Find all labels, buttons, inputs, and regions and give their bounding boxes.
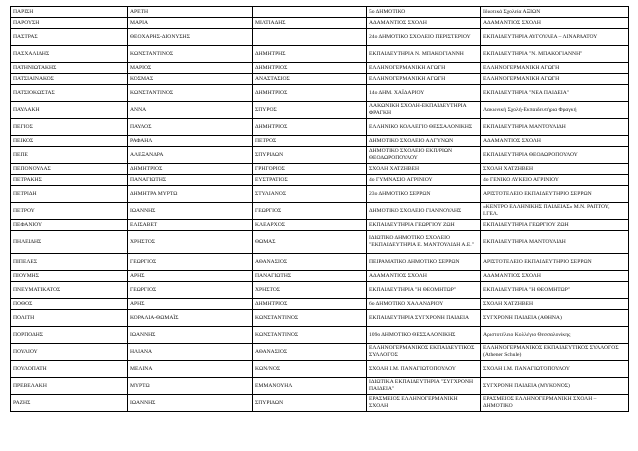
previous-school-cell: ΕΛΛΗΝΙΚΟ ΚΟΛΛΕΓΙΟ ΘΕΣΣΑΛΟΝΙΚΗΣ [367,119,481,136]
first-name-cell: ΘΕΟΧΑΡΗΣ-ΔΙΟΝΥΣΗΣ [128,29,253,46]
current-school-cell: 4ο ΓΕΝΙΚΟ ΛΥΚΕΙΟ ΑΓΡΙΝΙΟΥ [481,175,629,186]
previous-school-cell: ΕΛΛΗΝΟΓΕΡΜΑΝΙΚΗ ΑΓΩΓΗ [367,74,481,85]
current-school-cell: ΕΡΑΣΜΕΙΟΣ ΕΛΛΗΝΟΓΕΡΜΑΝΙΚΗ ΣΧΟΛΗ – ΔΗΜΟΤΙΚΟ [481,395,629,412]
father-name-cell: ΔΗΜΗΤΡΙΟΣ [253,85,367,102]
father-name-cell: ΚΩΝΣΤΑΝΤΙΝΟΣ [253,310,367,327]
previous-school-cell: 24ο ΔΗΜΟΤΙΚΟ ΣΧΟΛΕΙΟ ΠΕΡΙΣΤΕΡΙΟΥ [367,29,481,46]
first-name-cell: ΚΟΡΑΛΙΑ-ΘΩΜΑΪΣ [128,310,253,327]
surname-cell: ΠΕΤΡΟΥ [11,203,128,220]
surname-cell: ΠΕΠΕ [11,147,128,164]
table-row [11,271,629,282]
previous-school-cell: ΔΗΜΟΤΙΚΟ ΣΧΟΛΕΙΟ ΕΚΠ/ΡΙΩΝ ΘΕΟΔΩΡΟΠΟΥΛΟΥ [367,147,481,164]
first-name-cell: ΡΑΦΑΗΛ [128,136,253,147]
previous-school-cell: ΕΛΛΗΝΟΓΕΡΜΑΝΙΚΗ ΑΓΩΓΗ [367,63,481,74]
first-name-cell: ΙΩΑΝΝΗΣ [128,203,253,220]
father-name-cell: ΠΑΝΑΓΙΩΤΗΣ [253,271,367,282]
first-name-cell: ΜΑΡΙΑ [128,18,253,29]
father-name-cell: ΜΙΛΤΙΑΔΗΣ [253,18,367,29]
surname-cell: ΠΙΠΕΛΕΣ [11,254,128,271]
previous-school-cell: ΙΔΙΩΤΙΚΟ ΔΗΜΟΤΙΚΟ ΣΧΟΛΕΙΟ "ΕΚΠΑΙΔΕΥΤΗΡΙΑ Ε. ΜΑΝΤΟΥΛΙΔΗ Α.Ε." [367,231,481,254]
table-row [11,29,629,46]
previous-school-cell: 109ο ΔΗΜΟΤΙΚΟ ΘΕΣΣΑΛΟΝΙΚΗΣ [367,327,481,344]
father-name-cell: ΠΕΤΡΟΣ [253,136,367,147]
table-row [11,136,629,147]
father-name-cell: ΓΕΩΡΓΙΟΣ [253,203,367,220]
current-school-cell: ΑΡΙΣΤΟΤΕΛΕΙΟ ΕΚΠΑΙΔΕΥΤΗΡΙΟ ΣΕΡΡΩΝ [481,254,629,271]
first-name-cell: ΓΕΩΡΓΙΟΣ [128,282,253,299]
previous-school-cell: ΔΗΜΟΤΙΚΟ ΣΧΟΛΕΙΟ ΑΛΓΥΝΩΝ [367,136,481,147]
father-name-cell: ΓΡΗΓΟΡΙΟΣ [253,164,367,175]
previous-school-cell: ΣΧΟΛΗ ΧΑΤΖΗΒΕΗ [367,164,481,175]
previous-school-cell: 14ο ΔΗΜ. ΧΑΪΔΑΡΙΟΥ [367,85,481,102]
table-row [11,7,629,18]
previous-school-cell: ΙΔΙΩΤΙΚΑ ΕΚΠΑΙΔΕΥΤΗΡΙΑ "ΣΥΓΧΡΟΝΗ ΠΑΙΔΕΙΑ" [367,378,481,395]
father-name-cell: ΔΗΜΗΤΡΙΟΣ [253,119,367,136]
surname-cell: ΠΕΙΚΟΣ [11,136,128,147]
surname-cell: ΠΕΦΑΝΙΟΥ [11,220,128,231]
table-row [11,18,629,29]
first-name-cell: ΑΝΝΑ [128,102,253,119]
surname-cell: ΠΑΤΣΙΑΙΝΑΚΟΣ [11,74,128,85]
student-table-body [11,7,629,412]
surname-cell: ΠΑΡΙΣΗ [11,7,128,18]
current-school-cell: ΑΔΑΜΑΝΤΙΟΣ ΣΧΟΛΗ [481,18,629,29]
first-name-cell: ΙΩΑΝΝΗΣ [128,395,253,412]
previous-school-cell: ΕΚΠΑΙΔΕΥΤΗΡΙΑ "Η ΘΕΟΜΗΤΩΡ" [367,282,481,299]
current-school-cell: Αριστοτέλειο Κολλέγιο Θεσσαλονίκης [481,327,629,344]
current-school-cell: ΣΥΓΧΡΟΝΗ ΠΑΙΔΕΙΑ (ΜΥΚΟΝΟΣ) [481,378,629,395]
table-row [11,102,629,119]
table-row [11,254,629,271]
father-name-cell: ΑΘΑΝΑΣΙΟΣ [253,344,367,361]
surname-cell: ΠΕΠΟΝΟΥΛΑΣ [11,164,128,175]
current-school-cell: «ΚΕΝΤΡΟ ΕΛΛΗΝΙΚΗΣ ΠΑΙΔΕΙΑΣ» Μ.Ν. ΡΑΠΤΟΥ, Ι.ΓΕΛ. [481,203,629,220]
previous-school-cell: ΑΔΑΜΑΝΤΙΟΣ ΣΧΟΛΗ [367,18,481,29]
previous-school-cell: 6ο ΔΗΜΟΤΙΚΟ ΧΑΛΑΝΔΡΙΟΥ [367,299,481,310]
surname-cell: ΠΑΣΧΑΛΙΔΗΣ [11,46,128,63]
surname-cell: ΠΡΕΒΕΛΑΚΗ [11,378,128,395]
surname-cell: ΠΟΘΟΣ [11,299,128,310]
student-table [10,6,629,412]
first-name-cell: ΔΗΜΗΤΡΑ ΜΥΡΤΩ [128,186,253,203]
surname-cell: ΠΝΕΥΜΑΤΙΚΑΤΟΣ [11,282,128,299]
previous-school-cell: ΕΚΠΑΙΔΕΥΤΗΡΙΑ ΣΥΓΧΡΟΝΗ ΠΑΙΔΕΙΑ [367,310,481,327]
first-name-cell: ΑΛΕΞΑΝΔΡΑ [128,147,253,164]
first-name-cell: ΧΡΗΣΤΟΣ [128,231,253,254]
father-name-cell: ΣΠΥΡΟΣ [253,102,367,119]
surname-cell: ΠΑΡΟΥΣΗ [11,18,128,29]
father-name-cell [253,29,367,46]
surname-cell: ΡΑΖΗΣ [11,395,128,412]
father-name-cell: ΔΗΜΗΤΡΙΟΣ [253,299,367,310]
father-name-cell: ΑΝΑΣΤΑΣΙΟΣ [253,74,367,85]
previous-school-cell: ΕΚΠΑΙΔΕΥΤΗΡΙΑ ΓΕΩΡΓΙΟΥ ΖΩΗ [367,220,481,231]
father-name-cell: ΕΥΣΤΡΑΤΙΟΣ [253,175,367,186]
current-school-cell: ΣΥΓΧΡΟΝΗ ΠΑΙΔΕΙΑ (ΑΘΗΝΑ) [481,310,629,327]
previous-school-cell: ΛΑΚΩΝΙΚΗ ΣΧΟΛΗ-ΕΚΠΑΙΔΕΥΤΗΡΙΑ ΦΡΑΓΚΗ [367,102,481,119]
surname-cell: ΠΑΣΤΡΑΣ [11,29,128,46]
table-row [11,186,629,203]
first-name-cell: ΕΛΙΣΑΒΕΤ [128,220,253,231]
previous-school-cell: ΔΗΜΟΤΙΚΟ ΣΧΟΛΕΙΟ ΓΙΑΝΝΟΥΛΗΣ [367,203,481,220]
current-school-cell: ΕΚΠΑΙΔΕΥΤΗΡΙΑ ΘΕΟΔΩΡΟΠΟΥΛΟΥ [481,147,629,164]
surname-cell: ΠΕΓΙΟΣ [11,119,128,136]
father-name-cell: ΘΩΜΑΣ [253,231,367,254]
surname-cell: ΠΑΤΗΝΙΩΤΑΚΗΣ [11,63,128,74]
previous-school-cell: 23ο ΔΗΜΟΤΙΚΟ ΣΕΡΡΩΝ [367,186,481,203]
father-name-cell: ΔΗΜΗΤΡΙΟΣ [253,63,367,74]
previous-school-cell: ΕΛΛΗΝΟΓΕΡΜΑΝΙΚΟΣ ΕΚΠΑΙΔΕΥΤΙΚΟΣ ΣΥΛΛΟΓΟΣ [367,344,481,361]
current-school-cell: ΕΚΠΑΙΔΕΥΤΗΡΙΑ "Ν. ΜΠΑΚΟΓΙΑΝΝΗ" [481,46,629,63]
current-school-cell: ΣΧΟΛΗ ΧΑΤΖΗΒΕΗ [481,299,629,310]
first-name-cell: ΠΑΥΛΟΣ [128,119,253,136]
current-school-cell: ΣΧΟΛΗ Ι.Μ. ΠΑΝΑΓΙΩΤΟΠΟΥΛΟΥ [481,361,629,378]
table-row [11,299,629,310]
table-row [11,203,629,220]
table-row [11,164,629,175]
surname-cell: ΠΕΤΡΑΚΗΣ [11,175,128,186]
surname-cell: ΠΗΛΕΙΔΗΣ [11,231,128,254]
current-school-cell: ΕΚΠΑΙΔΕΥΤΗΡΙΑ ΑΥΓΟΥΛΕΑ – ΛΙΝΑΡΔΑΤΟΥ [481,29,629,46]
father-name-cell: ΔΗΜΗΤΡΗΣ [253,46,367,63]
surname-cell: ΠΙΟΥΜΗΣ [11,271,128,282]
first-name-cell: ΚΩΝΣΤΑΝΤΙΝΟΣ [128,46,253,63]
current-school-cell: ΕΚΠΑΙΔΕΥΤΗΡΙΑ ΜΑΝΤΟΥΛΙΔΗ [481,119,629,136]
first-name-cell: ΔΗΜΗΤΡΙΟΣ [128,164,253,175]
table-row [11,282,629,299]
table-row [11,147,629,164]
current-school-cell: ΣΧΟΛΗ ΧΑΤΖΗΒΕΗ [481,164,629,175]
surname-cell: ΠΟΡΠΟΔΗΣ [11,327,128,344]
father-name-cell: ΣΠΥΡΙΔΩΝ [253,395,367,412]
previous-school-cell: ΑΔΑΜΑΝΤΙΟΣ ΣΧΟΛΗ [367,271,481,282]
current-school-cell: ΑΔΑΜΑΝΤΙΟΣ ΣΧΟΛΗ [481,271,629,282]
table-row [11,220,629,231]
father-name-cell [253,7,367,18]
previous-school-cell: ΕΚΠΑΙΔΕΥΤΗΡΙΑ Ν. ΜΠΑΚΟΓΙΑΝΝΗ [367,46,481,63]
current-school-cell: ΕΛΛΗΝΟΓΕΡΜΑΝΙΚΗ ΑΓΩΓΗ [481,63,629,74]
table-row [11,85,629,102]
first-name-cell: ΑΡΗΣ [128,299,253,310]
first-name-cell: ΜΥΡΤΩ [128,378,253,395]
table-row [11,119,629,136]
current-school-cell: Λακωνική Σχολή-Εκπαιδευτήρια Φραγκή [481,102,629,119]
father-name-cell: ΚΩΝ/ΝΟΣ [253,361,367,378]
table-row [11,378,629,395]
first-name-cell: ΓΕΩΡΓΙΟΣ [128,254,253,271]
father-name-cell: ΣΤΥΛΙΑΝΟΣ [253,186,367,203]
current-school-cell: ΑΔΑΜΑΝΤΙΟΣ ΣΧΟΛΗ [481,136,629,147]
previous-school-cell: ΣΧΟΛΗ Ι.Μ. ΠΑΝΑΓΙΩΤΟΠΟΥΛΟΥ [367,361,481,378]
first-name-cell: ΚΩΝΣΤΑΝΤΙΝΟΣ [128,85,253,102]
previous-school-cell: 5ο ΔΗΜΟΤΙΚΟ [367,7,481,18]
table-row [11,63,629,74]
first-name-cell: ΜΕΛΙΝΑ [128,361,253,378]
previous-school-cell: ΠΕΙΡΑΜΑΤΙΚΟ ΔΗΜΟΤΙΚΟ ΣΕΡΡΩΝ [367,254,481,271]
table-row [11,175,629,186]
current-school-cell: ΕΚΠΑΙΔΕΥΤΗΡΙΑ ΓΕΩΡΓΙΟΥ ΖΩΗ [481,220,629,231]
table-row [11,46,629,63]
surname-cell: ΠΕΤΡΙΔΗ [11,186,128,203]
first-name-cell: ΜΑΡΙΟΣ [128,63,253,74]
surname-cell: ΠΑΤΣΙΟΚΩΣΤΑΣ [11,85,128,102]
table-row [11,327,629,344]
current-school-cell: ΕΚΠΑΙΔΕΥΤΗΡΙΑ "ΝΕΑ ΠΑΙΔΕΙΑ" [481,85,629,102]
surname-cell: ΠΟΥΛΙΟΥ [11,344,128,361]
surname-cell: ΠΟΥΛΟΠΑΤΗ [11,361,128,378]
first-name-cell: ΙΩΑΝΝΗΣ [128,327,253,344]
table-row [11,231,629,254]
father-name-cell: ΚΛΕΑΡΧΟΣ [253,220,367,231]
first-name-cell: ΠΑΝΑΓΙΩΤΗΣ [128,175,253,186]
table-row [11,310,629,327]
first-name-cell: ΑΡΕΤΗ [128,7,253,18]
surname-cell: ΠΟΛΙΤΗ [11,310,128,327]
table-row [11,395,629,412]
document-page [10,6,628,412]
father-name-cell: ΚΩΝΣΤΑΝΤΙΝΟΣ [253,327,367,344]
father-name-cell: ΣΠΥΡΙΔΩΝ [253,147,367,164]
first-name-cell: ΑΡΗΣ [128,271,253,282]
surname-cell: ΠΑΥΛΑΚΗ [11,102,128,119]
current-school-cell: ΕΚΠΑΙΔΕΥΤΗΡΙΑ ΜΑΝΤΟΥΛΙΔΗ [481,231,629,254]
current-school-cell: ΑΡΙΣΤΟΤΕΛΕΙΟ ΕΚΠΑΙΔΕΥΤΗΡΙΟ ΣΕΡΡΩΝ [481,186,629,203]
current-school-cell: Ιδιωτικά Σχολεία ΑΞΙΩΝ [481,7,629,18]
table-row [11,74,629,85]
father-name-cell: ΕΜΜΑΝΟΥΗΛ [253,378,367,395]
previous-school-cell: 4ο ΓΥΜΝΑΣΙΟ ΑΓΡΙΝΙΟΥ [367,175,481,186]
table-row [11,344,629,361]
first-name-cell: ΚΟΣΜΑΣ [128,74,253,85]
first-name-cell: ΗΛΙΑΝΑ [128,344,253,361]
current-school-cell: ΕΚΠΑΙΔΕΥΤΗΡΙΑ "Η ΘΕΟΜΗΤΩΡ" [481,282,629,299]
father-name-cell: ΑΘΑΝΑΣΙΟΣ [253,254,367,271]
current-school-cell: ΕΛΛΗΝΟΓΕΡΜΑΝΙΚΗ ΑΓΩΓΗ [481,74,629,85]
current-school-cell: ΕΛΛΗΝΟΓΕΡΜΑΝΙΚΟΣ ΕΚΠΑΙΔΕΥΤΙΚΟΣ ΣΥΛΛΟΓΟΣ (Athener Schule) [481,344,629,361]
table-row [11,361,629,378]
father-name-cell: ΧΡΗΣΤΟΣ [253,282,367,299]
previous-school-cell: ΕΡΑΣΜΕΙΟΣ ΕΛΛΗΝΟΓΕΡΜΑΝΙΚΗ ΣΧΟΛΗ [367,395,481,412]
